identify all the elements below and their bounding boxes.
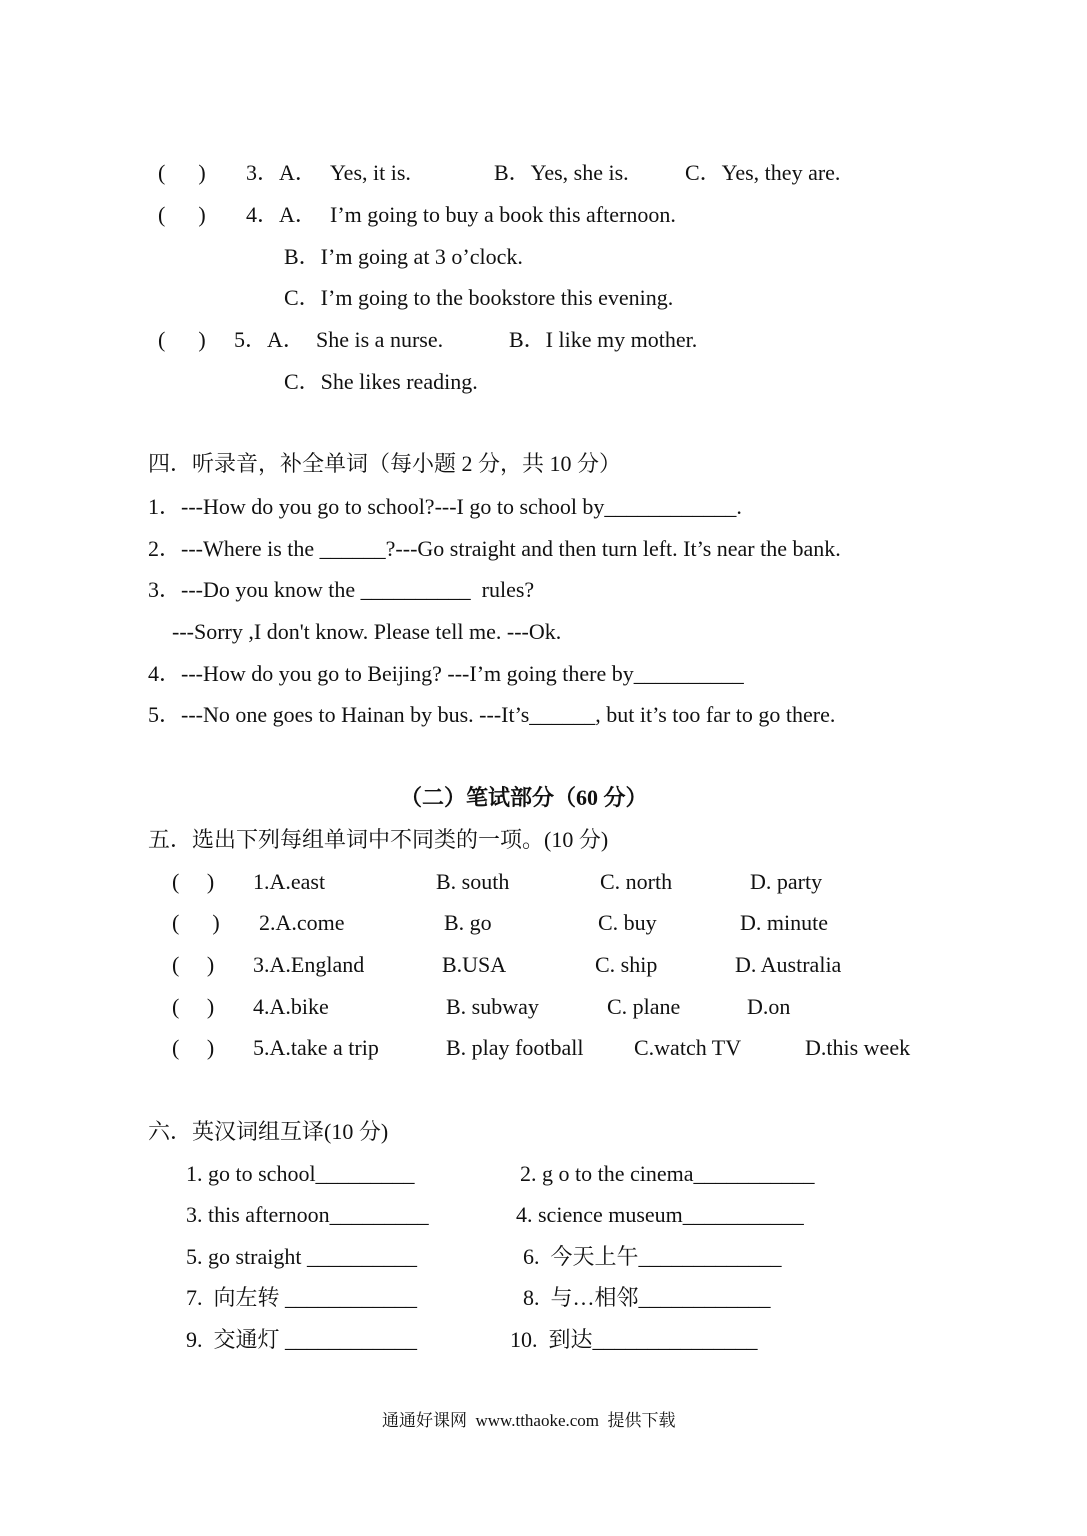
option-b: B.USA — [442, 952, 507, 977]
translate-item-3: 3. this afternoon_________ — [186, 1202, 429, 1227]
option-c: C. buy — [598, 910, 657, 935]
option-b: B. south — [436, 869, 510, 894]
answer-paren[interactable]: ( ) — [172, 952, 215, 977]
answer-paren[interactable]: ( ) — [158, 202, 206, 227]
option-b: B. play football — [446, 1035, 584, 1060]
option-a: 3.A.England — [253, 952, 365, 977]
option-c: C. ship — [595, 952, 658, 977]
translate-item-5: 5. go straight __________ — [186, 1244, 417, 1269]
option-c: C.watch TV — [634, 1035, 742, 1060]
option-a: 1.A.east — [253, 869, 326, 894]
fill-item-3-reply: ---Sorry ,I don't know. Please tell me. ---Ok. — [172, 619, 562, 644]
page-footer: 通通好课网 www.tthaoke.com 提供下载 — [382, 1411, 676, 1430]
written-part-title: （二）笔试部分（60 分） — [400, 785, 648, 810]
option-b: B．I’m going at 3 o’clock. — [284, 244, 523, 269]
section4-title: 四．听录音，补全单词（每小题 2 分，共 10 分） — [148, 451, 622, 476]
translate-item-6: 6. 今天上午_____________ — [523, 1244, 782, 1269]
translate-item-9: 9. 交通灯 ____________ — [186, 1327, 418, 1352]
option-a: Yes, it is. — [330, 160, 411, 185]
section6-title: 六．英汉词组互译(10 分) — [148, 1119, 389, 1144]
option-c: C．Yes, they are. — [685, 160, 841, 185]
translate-item-8: 8. 与…相邻____________ — [523, 1285, 771, 1310]
option-d: D.on — [747, 994, 791, 1019]
answer-paren[interactable]: ( ) — [172, 1035, 215, 1060]
option-b: B．I like my mother. — [509, 327, 698, 352]
option-b: B. subway — [446, 994, 539, 1019]
fill-item-2: 2．---Where is the ______?---Go straight and then turn left. It’s near the bank. — [148, 536, 841, 561]
option-a: I’m going to buy a book this afternoon. — [330, 202, 676, 227]
option-b: B. go — [444, 910, 492, 935]
translate-item-2: 2. g o to the cinema___________ — [520, 1161, 815, 1186]
option-c: C. plane — [607, 994, 681, 1019]
translate-item-4: 4. science museum___________ — [516, 1202, 804, 1227]
fill-item-4: 4．---How do you go to Beijing? ---I’m going there by__________ — [148, 661, 744, 686]
translate-item-7: 7. 向左转 ____________ — [186, 1285, 418, 1310]
option-d: D.this week — [805, 1035, 911, 1060]
option-c: C. north — [600, 869, 673, 894]
question-number: 3．A． — [246, 160, 317, 185]
answer-paren[interactable]: ( ) — [172, 869, 215, 894]
translate-item-10: 10. 到达_______________ — [510, 1327, 758, 1352]
option-d: D. party — [750, 869, 823, 894]
option-b: B．Yes, she is. — [494, 160, 629, 185]
option-a: 4.A.bike — [253, 994, 329, 1019]
option-a: 2.A.come — [259, 910, 345, 935]
answer-paren[interactable]: ( ) — [158, 327, 206, 352]
option-c: C．She likes reading. — [284, 369, 478, 394]
fill-item-3: 3．---Do you know the __________ rules? — [148, 577, 535, 602]
option-c: C．I’m going to the bookstore this evening. — [284, 285, 674, 310]
section5-title: 五．选出下列每组单词中不同类的一项。(10 分) — [148, 827, 609, 852]
fill-item-1: 1．---How do you go to school?---I go to school by____________. — [148, 494, 742, 519]
option-a: 5.A.take a trip — [253, 1035, 379, 1060]
question-number: 5．A． — [234, 327, 305, 352]
answer-paren[interactable]: ( ) — [172, 994, 215, 1019]
answer-paren[interactable]: ( ) — [158, 160, 206, 185]
translate-item-1: 1. go to school_________ — [186, 1161, 415, 1186]
question-number: 4．A． — [246, 202, 317, 227]
fill-item-5: 5．---No one goes to Hainan by bus. ---It’s______, but it’s too far to go there. — [148, 702, 836, 727]
option-d: D. Australia — [735, 952, 842, 977]
option-d: D. minute — [740, 910, 828, 935]
option-a: She is a nurse. — [316, 327, 444, 352]
answer-paren[interactable]: ( ) — [172, 910, 220, 935]
